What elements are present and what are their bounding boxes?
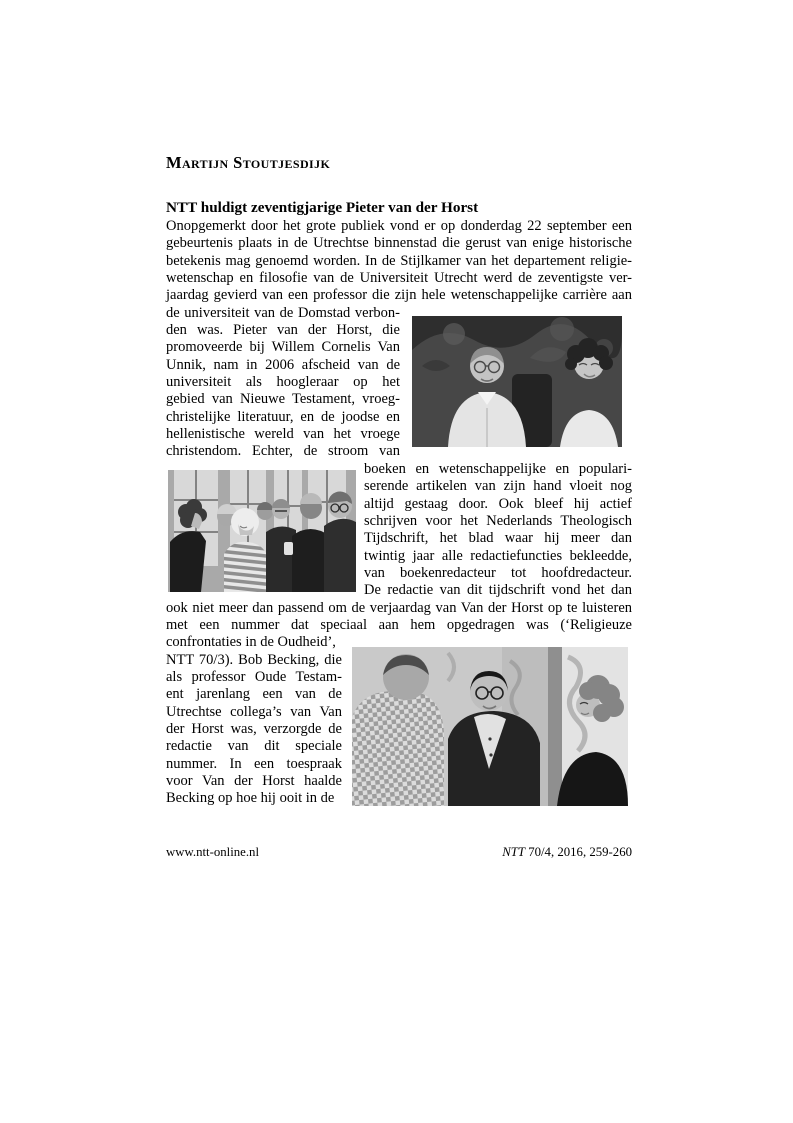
footer-website: www.ntt-online.nl <box>166 845 260 859</box>
article-line: twintig jaar alle redactiefuncties bekleedde, <box>364 547 632 564</box>
article-line: promoveerde bij Willem Cornelis Van <box>166 339 400 356</box>
article-line: den was. Pieter van der Horst, die <box>166 322 400 339</box>
article-line: voor Van der Horst haalde <box>166 773 342 789</box>
footer-journal-abbrev: NTT <box>502 845 525 859</box>
footer-citation-rest: 70/4, 2016, 259-260 <box>525 845 632 859</box>
article-line: als professor Oude Testam- <box>166 668 342 685</box>
article-line: Onopgemerkt door het grote publiek vond er op donderdag 22 september een <box>166 218 632 234</box>
article-line: De redactie van dit tijdschrift vond het dan <box>364 582 632 599</box>
article-line: ook niet meer dan passend om de verjaardag van Van der Horst op te luisteren <box>166 599 632 616</box>
article-line: ent jarenlang een van de <box>166 686 342 703</box>
article-line: gebeurtenis plaats in de Utrechtse binnenstad die gerust van enige historische <box>166 235 632 252</box>
article-line: gebied van Nieuwe Testament, vroeg- <box>166 391 400 408</box>
article-line: NTT 70/3). Bob Becking, die <box>166 651 342 668</box>
article-line: de universiteit van de Domstad verbon- <box>166 304 400 321</box>
article-line: nummer. In een toespraak <box>166 755 342 772</box>
article-line: Utrechtse collega’s van Van <box>166 703 342 720</box>
article-line: Becking op hoe hij ooit in de <box>166 790 335 807</box>
article-line: hellenistische wereld van het vroege <box>166 426 400 443</box>
article-line: boeken en wetenschappelijke en populari- <box>364 460 632 477</box>
article-line: met een nummer dat speciaal aan hem opgedragen was (‘Religieuze <box>166 616 632 633</box>
article-line: schrijven voor het Nederlands Theologisch <box>364 512 632 529</box>
article-line: confrontaties in de Oudheid’, <box>166 634 336 651</box>
article-line: Unnik, nam in 2006 afscheid van de <box>166 356 400 373</box>
article-line: universiteit als hoogleraar op het <box>166 374 400 391</box>
photo-reception-guests <box>168 470 356 592</box>
photo-three-guests-talking <box>352 647 628 806</box>
article-line: jaardag gevierd van een professor die zijn hele wetenschappelijke carrière aan <box>166 287 632 304</box>
article-line: betekenis mag genoemd worden. In de Stijlkamer van het departement religie- <box>166 252 632 269</box>
article-title: NTT huldigt zeventigjarige Pieter van der Horst <box>166 199 479 216</box>
article-line: der Horst was, verzorgde de <box>166 720 342 737</box>
article-line: serende artikelen van zijn hand vloeit nog <box>364 478 632 495</box>
article-line: altijd gestaag door. Ook bleef hij actief <box>364 495 632 512</box>
article-body <box>166 218 632 808</box>
page-footer <box>166 845 632 860</box>
footer-citation <box>502 845 632 860</box>
article-line: redactie van dit speciale <box>166 738 342 755</box>
article-line: Tijdschrift, het blad waar hij meer dan <box>364 530 632 547</box>
author-line: Martijn Stoutjesdijk <box>166 153 331 172</box>
article-line: christendom. Echter, de stroom van <box>166 443 400 460</box>
article-line: wetenschap en filosofie van de Universiteit Utrecht werd de zeventigste ver- <box>166 270 632 287</box>
article-line: van boekenredacteur tot hoofdredacteur. <box>364 564 632 581</box>
article-line: christelijke literatuur, en de joodse en <box>166 408 400 425</box>
photo-van-der-horst-and-guest <box>412 316 622 447</box>
